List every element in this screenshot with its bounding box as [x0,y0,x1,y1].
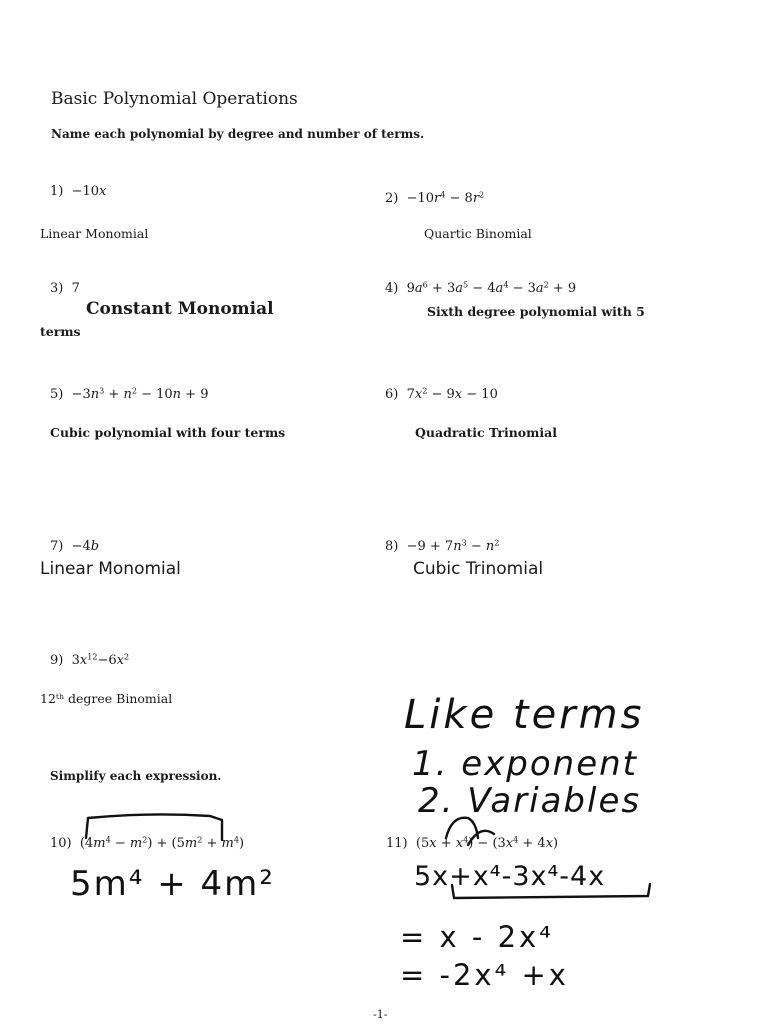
hw-arc-11b [468,831,494,845]
answer-4-line1: Sixth degree polynomial with 5 [427,304,645,319]
answer-4-line2: terms [40,324,81,339]
answer-3: Constant Monomial [86,299,274,319]
answer-9-number: 12 [40,691,56,706]
problem-number: 1) [50,184,64,199]
hw-answer-10: 5m⁴ + 4m² [70,864,275,904]
answer-2: Quartic Binomial [424,226,532,241]
hw-work-11-line1: 5x+x⁴-3x⁴-4x [414,861,606,892]
hw-bracket-10 [86,814,222,840]
problem-number: 9) [50,653,64,668]
answer-1: Linear Monomial [40,226,149,241]
problem-6: 6) $7x^2 - 9x - 10$ [385,386,498,402]
problem-expression: 7 [71,281,80,296]
problem-number: 7) [50,539,64,554]
answer-9-ordinal: th [55,691,65,701]
problem-8: $8) -9 + 7n^3 - n^2$ [385,538,500,554]
handwritten-text [70,692,644,992]
answer-9-text: degree Binomial [64,691,173,706]
page-title: Basic Polynomial Operations [51,89,298,109]
problem-2: $2) -10r^4 - 8r^2$ [385,190,485,206]
problem-10: 10) $(4m^4 - m^2) + (5m^2 + m^4)$ [50,835,245,851]
page-footer: -1- [373,1008,388,1021]
problem-number: 6) [385,387,399,402]
answer-7: Linear Monomial [40,559,181,579]
problem-number: 5) [50,387,64,402]
instructions-simplify: Simplify each expression. [50,769,222,783]
hw-note-line3: 2. Variables [418,781,642,821]
hw-work-11-line3: = -2x⁴ +x [400,958,569,992]
problem-number: 3) [50,281,64,296]
hw-work-11-line2: = x - 2x⁴ [400,920,554,954]
problem-number: 2) [385,191,399,206]
problem-9: 9) $3x^{12}-6x^2$ [50,652,130,668]
problem-number: 4) [385,281,399,296]
answer-5: Cubic polynomial with four terms [50,425,286,440]
problem-number: 10) [50,836,72,851]
problem-number: 8) [385,539,399,554]
problem-4: 4) $9a^6 + 3a^5 - 4a^4 - 3a^2 + 9$ [385,280,577,296]
problem-7: 7) −4b [50,539,100,554]
hw-note-line1: Like terms [404,692,645,738]
problem-1: 1) −10x [50,184,107,199]
problem-number: 11) [386,836,408,851]
instructions-naming: Name each polynomial by degree and number of terms. [51,127,425,141]
answer-8: Cubic Trinomial [413,559,544,579]
problem-5: $5) -3n^3 + n^2 - 10n + 9$ [50,386,209,402]
problem-11: 11) $(5x + x^4) - (3x^4 + 4x)$ [386,835,559,851]
hw-note-line2: 1. exponent [412,744,639,784]
answer-6: Quadratic Trinomial [415,425,557,440]
